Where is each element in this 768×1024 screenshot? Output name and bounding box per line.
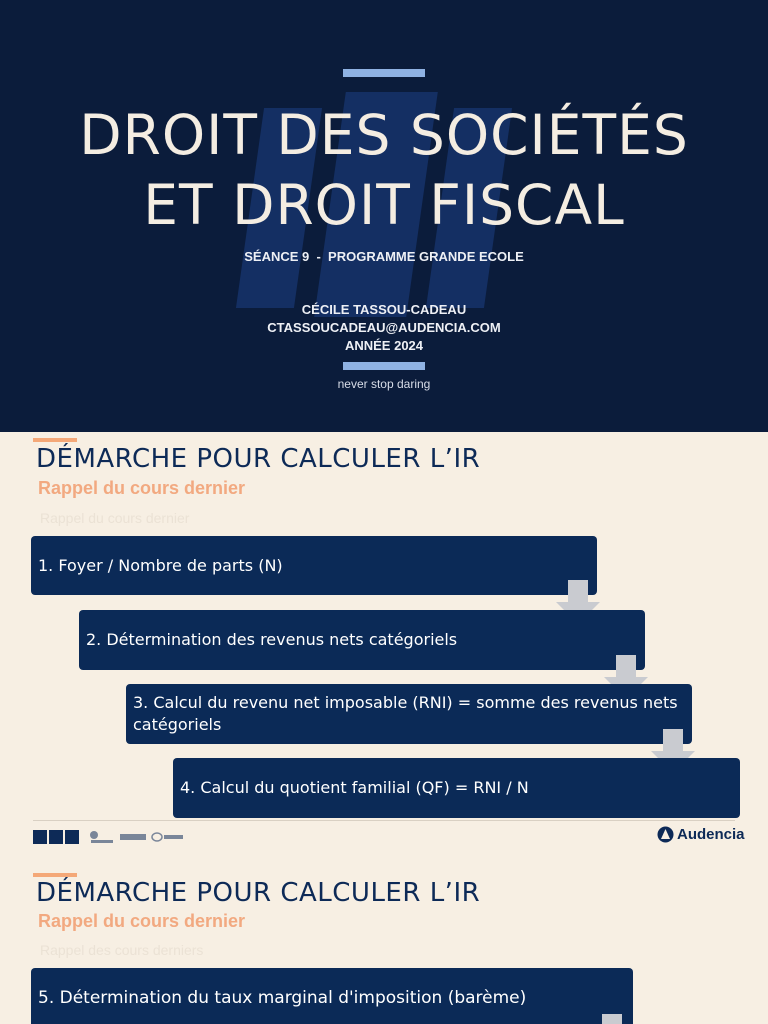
step-box-2 (79, 610, 645, 670)
audencia-mark-icon (657, 826, 674, 843)
audencia-logo (657, 826, 745, 843)
title-line-2: ET DROIT FISCAL (143, 173, 625, 237)
year-label: ANNÉE 2024 (344, 338, 424, 353)
accreditation-logos-icon (33, 830, 79, 844)
title-line-1: DROIT DES SOCIÉTÉS (79, 103, 689, 167)
step-box-1 (31, 536, 597, 595)
slide-subtitle: Rappel du cours dernier (38, 478, 246, 498)
slide-ghost-subtitle: Rappel des cours derniers (40, 942, 204, 958)
author-email: CTASSOUCADEAU@AUDENCIA.COM (267, 320, 501, 335)
equis-logo-icon (88, 830, 114, 844)
slide-title: DÉMARCHE POUR CALCULER L’IR (36, 444, 481, 474)
amba-logo-icon (151, 830, 183, 844)
step-box-4 (173, 758, 740, 818)
aacsb-logo-icon (120, 830, 146, 844)
step-box-5 (31, 968, 633, 1024)
accent-line-top (343, 69, 425, 77)
accent-line-bottom (343, 362, 425, 370)
step-text: 1. Foyer / Nombre de parts (N) (38, 555, 283, 575)
title-accent-mark (33, 438, 77, 442)
slide-subtitle: Rappel du cours dernier (38, 911, 246, 931)
brand-name: Audencia (677, 826, 745, 843)
author-name: CÉCILE TASSOU-CADEAU (301, 302, 467, 317)
step-text: 4. Calcul du quotient familial (QF) = RNI / N (180, 778, 529, 797)
slide-ghost-subtitle: Rappel du cours dernier (40, 510, 190, 526)
tagline: never stop daring (337, 377, 431, 391)
presentation-title (0, 100, 768, 240)
step-text: 5. Détermination du taux marginal d'imposition (barème) (38, 988, 527, 1008)
step-box-3 (126, 684, 692, 744)
title-slide (0, 0, 768, 432)
title-accent-mark (33, 873, 77, 877)
session-label: SÉANCE 9 - PROGRAMME GRANDE ECOLE (244, 249, 524, 264)
down-arrow-icon (590, 1014, 634, 1024)
slide-title: DÉMARCHE POUR CALCULER L’IR (36, 878, 481, 908)
content-slide-ir-steps (0, 432, 768, 864)
step-text: 2. Détermination des revenus nets catégoriels (86, 630, 458, 649)
step-text: 3. Calcul du revenu net imposable (RNI) = somme des revenus nets catégoriels (133, 693, 678, 734)
content-slide-ir-steps-continued (0, 864, 768, 1024)
footer-divider (33, 820, 735, 821)
